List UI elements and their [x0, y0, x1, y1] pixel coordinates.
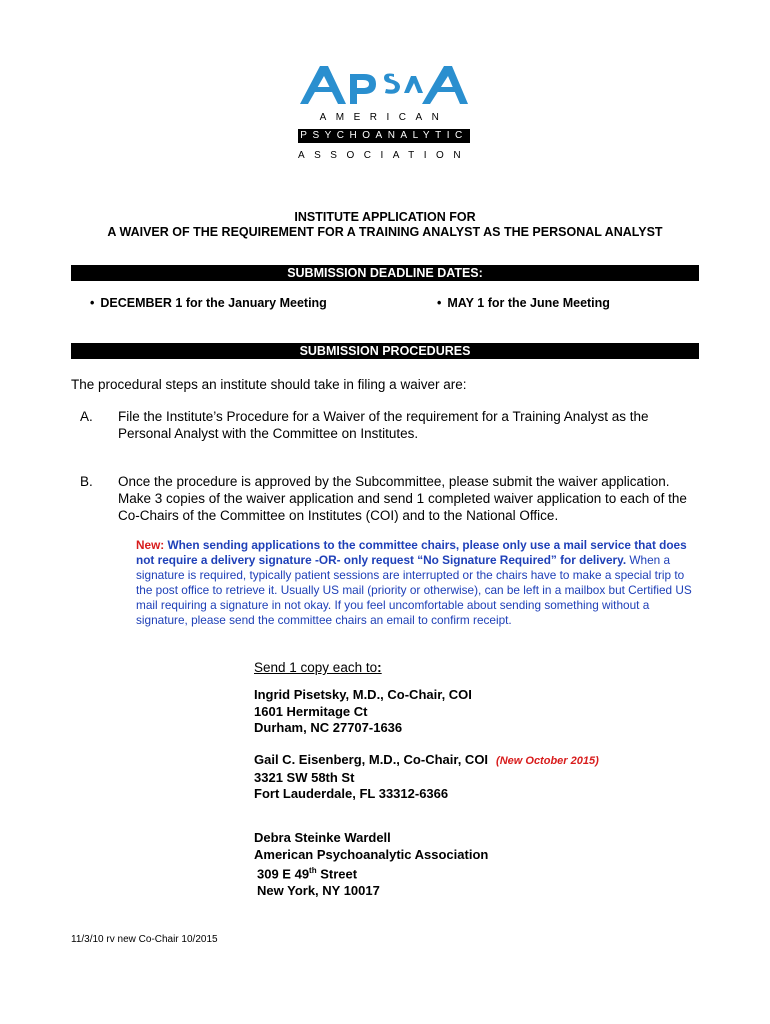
step-a-text: File the Institute’s Procedure for a Waiver of the requirement for a Training Analyst as the Personal Analyst with the Committee on Institutes. [118, 409, 649, 441]
step-b-letter: B. [80, 474, 93, 489]
step-a-letter: A. [80, 409, 93, 424]
recipient-name: Gail C. Eisenberg, M.D., Co-Chair, COI [254, 752, 489, 767]
procedures-intro: The procedural steps an institute should take in filing a waiver are: [71, 377, 467, 392]
logo-psychoanalytic: PSYCHOANALYTIC [298, 129, 470, 143]
revision-footer: 11/3/10 rv new Co-Chair 10/2015 [71, 934, 218, 945]
recipient-organization: American Psychoanalytic Association [254, 846, 489, 862]
street-number: 309 E 49 [257, 866, 310, 882]
apsaa-logo-mark [298, 62, 470, 108]
bullet-icon: • [90, 296, 95, 310]
recipient-eisenberg [254, 752, 599, 803]
recipient-city: Durham, NC 27707-1636 [254, 720, 403, 735]
deadline-december-text: DECEMBER 1 for the January Meeting [100, 296, 327, 310]
recipient-city: New York, NY 10017 [257, 882, 380, 898]
bullet-icon: • [437, 296, 442, 310]
recipient-street [254, 863, 488, 883]
document-title-line1: INSTITUTE APPLICATION FOR [294, 210, 476, 224]
send-copy-colon: : [377, 660, 382, 675]
send-copy-text: Send 1 copy each to [254, 660, 378, 675]
street-suffix: th [309, 866, 317, 875]
recipient-pisetsky [254, 687, 472, 737]
document-title-line2: A WAIVER OF THE REQUIREMENT FOR A TRAINING ANALYST AS THE PERSONAL ANALYST [107, 225, 663, 239]
recipient-city: Fort Lauderdale, FL 33312-6366 [254, 786, 449, 801]
note-body: When a signature is required, typically patient sessions are interrupted or the chairs have to make a special trip to the post office to retrieve it. Usually US mail (priority or otherwise), can be left in a mailbox but Certified US mail requiring a signature in not okay. If you feel uncomfortable about sending something without a signature, please send the committee chairs an email to confirm receipt. [136, 553, 692, 627]
note-emphasis: When sending applications to the committee chairs, please only use a mail service that does not require a delivery signature -OR- only request “No Signature Required” for delivery. [136, 538, 687, 567]
procedures-section-bar: SUBMISSION PROCEDURES [71, 343, 699, 359]
deadline-december [90, 296, 327, 310]
street-name: Street [316, 866, 358, 882]
apsaa-logo [178, 62, 590, 172]
deadline-section-bar: SUBMISSION DEADLINE DATES: [71, 265, 699, 281]
deadline-may [437, 296, 610, 310]
deadline-may-text: MAY 1 for the June Meeting [447, 296, 610, 310]
recipient-street: 1601 Hermitage Ct [254, 703, 368, 719]
send-copy-label [254, 660, 382, 675]
recipient-street: 3321 SW 58th St [254, 769, 355, 785]
step-b-text: Once the procedure is approved by the Subcommittee, please submit the waiver application. Make 3 copies of the waiver application and send 1 completed waiver application to each of the Co-Chairs of the Committee on Institutes (COI) and to the National Office. [118, 474, 687, 523]
logo-association: ASSOCIATION [297, 150, 471, 161]
recipient-name: Ingrid Pisetsky, M.D., Co-Chair, COI [254, 687, 472, 702]
new-badge: (New October 2015) [496, 755, 599, 767]
note-new-label: New: [136, 538, 165, 552]
logo-american: AMERICAN [319, 112, 449, 123]
recipient-name: Debra Steinke Wardell [254, 830, 391, 845]
recipient-name-line [254, 752, 599, 770]
mail-service-note [136, 538, 701, 628]
recipient-national-office [254, 830, 488, 899]
